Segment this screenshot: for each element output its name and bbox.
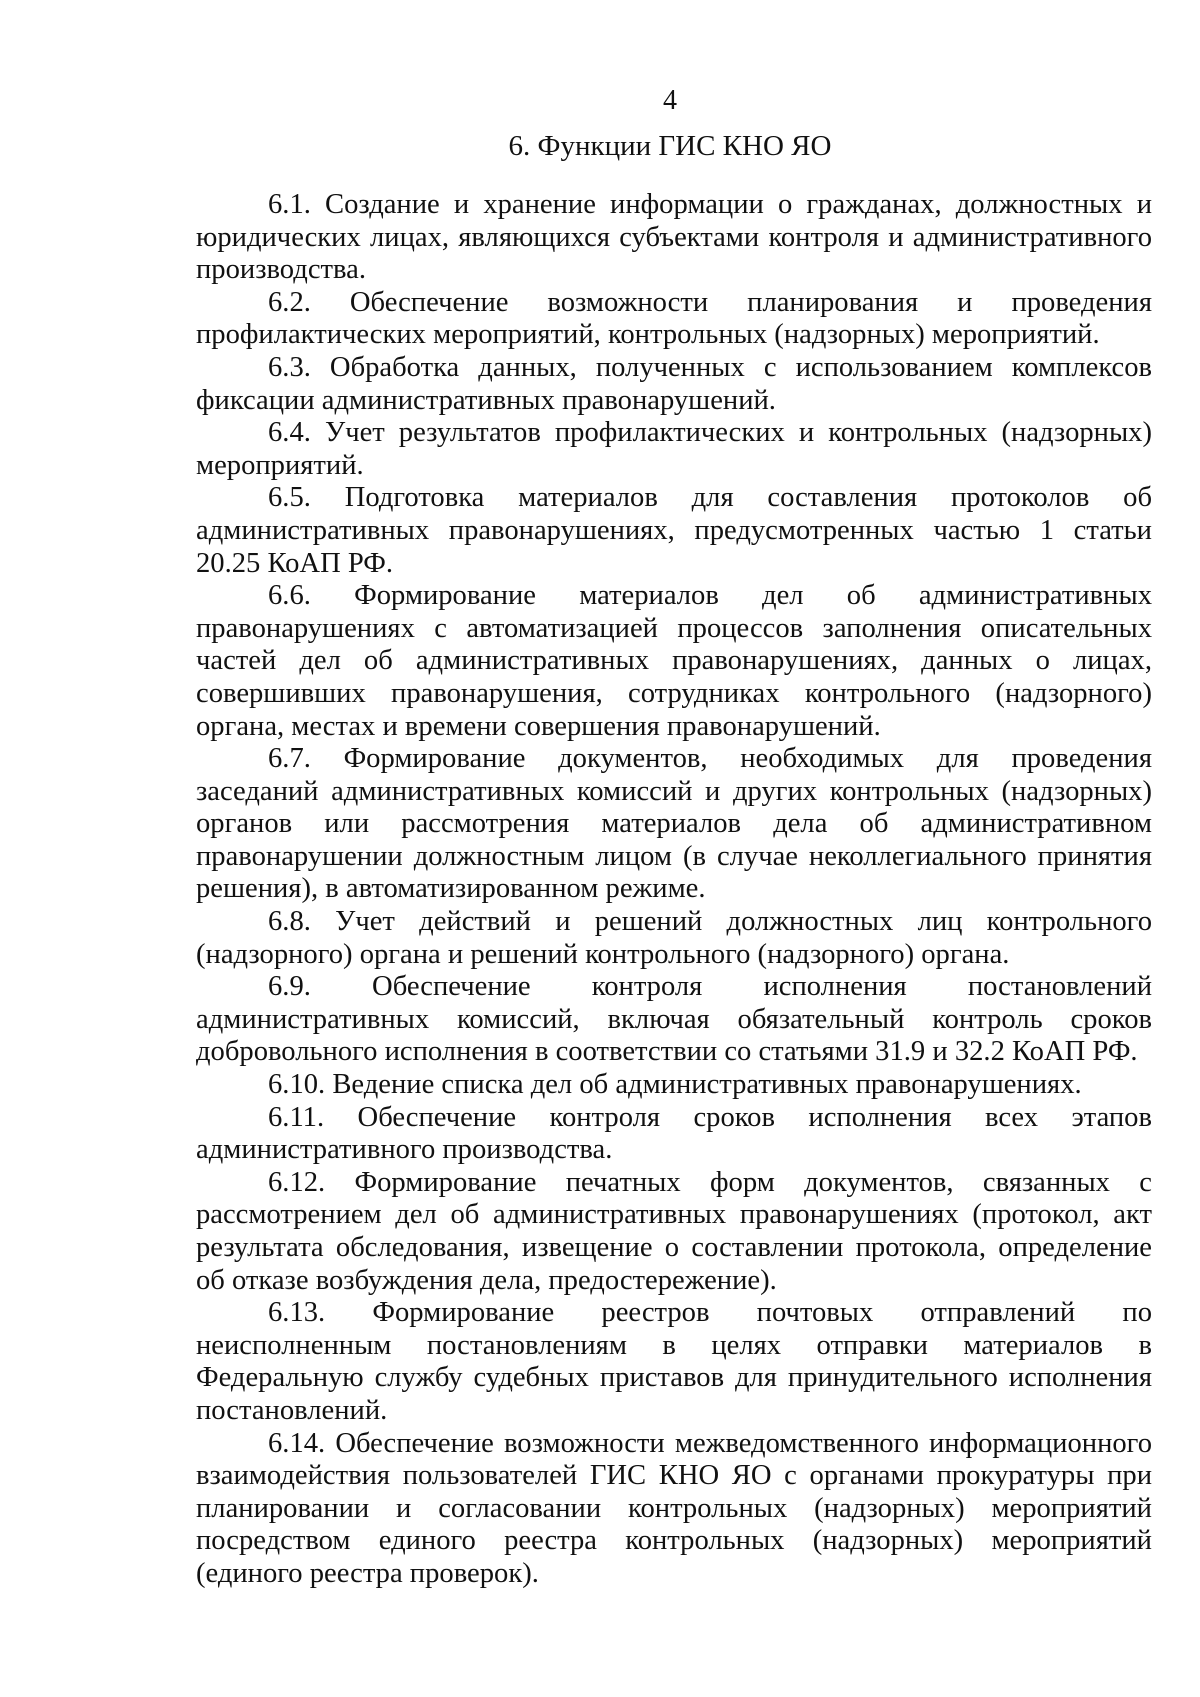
paragraph-6-10: 6.10. Ведение списка дел об административных правонарушениях.: [268, 1069, 1082, 1101]
paragraph-6-14: 6.14. Обеспечение возможности межведомственного информационного взаимодействия пользователей ГИС КНО ЯО с органами прокуратуры при планировании и согласовании контрольных (надзорных) мероприятий посредством единого реестра контрольных (надзорных) мероприятий (единого реестра проверок).: [196, 1427, 1152, 1589]
paragraph-6-8: 6.8. Учет действий и решений должностных лиц контрольного (надзорного) органа и решений контрольного (надзорного) органа.: [196, 906, 1152, 970]
paragraph-6-7: 6.7. Формирование документов, необходимых для проведения заседаний административных комиссий и других контрольных (надзорных) органов или рассмотрения материалов дела об административном правонарушении должностным лицом (в случае неколлегиального принятия решения), в автоматизированном режиме.: [196, 743, 1152, 905]
paragraph-6-5: 6.5. Подготовка материалов для составления протоколов об административных правонарушениях, предусмотренных частью 1 статьи 20.25 КоАП РФ.: [196, 482, 1152, 579]
page-number: 4: [663, 85, 677, 116]
paragraph-6-2: 6.2. Обеспечение возможности планирования и проведения профилактических мероприятий, контрольных (надзорных) мероприятий.: [196, 286, 1152, 351]
paragraph-6-6: 6.6. Формирование материалов дел об административных правонарушениях с автоматизацией процессов заполнения описательных частей дел об административных правонарушениях, данных о лицах, совершивших правонарушения, сотрудниках контрольного (надзорного) органа, местах и времени совершения правонарушений.: [196, 580, 1152, 742]
paragraph-6-3: 6.3. Обработка данных, полученных с использованием комплексов фиксации административных правонарушений.: [196, 351, 1152, 416]
paragraph-6-4: 6.4. Учет результатов профилактических и контрольных (надзорных) мероприятий.: [196, 417, 1152, 481]
section-body: [196, 189, 1152, 1591]
paragraph-6-9: 6.9. Обеспечение контроля исполнения постановлений административных комиссий, включая обязательный контроль сроков добровольного исполнения в соответствии со статьями 31.9 и 32.2 КоАП РФ.: [196, 971, 1152, 1068]
section-title: 6. Функции ГИС КНО ЯО: [508, 130, 832, 162]
paragraph-6-1: 6.1. Создание и хранение информации о гражданах, должностных и юридических лицах, являющихся субъектами контроля и административного производства.: [196, 189, 1152, 286]
paragraph-6-13: 6.13. Формирование реестров почтовых отправлений по неисполненным постановлениям в целях отправки материалов в Федеральную службу судебных приставов для принудительного исполнения постановлений.: [196, 1297, 1152, 1426]
paragraph-6-12: 6.12. Формирование печатных форм документов, связанных с рассмотрением дел об административных правонарушениях (протокол, акт результата обследования, извещение о составлении протокола, определение об отказе возбуждения дела, предостережение).: [196, 1166, 1152, 1296]
paragraph-6-11: 6.11. Обеспечение контроля сроков исполнения всех этапов административного производства.: [196, 1101, 1152, 1166]
